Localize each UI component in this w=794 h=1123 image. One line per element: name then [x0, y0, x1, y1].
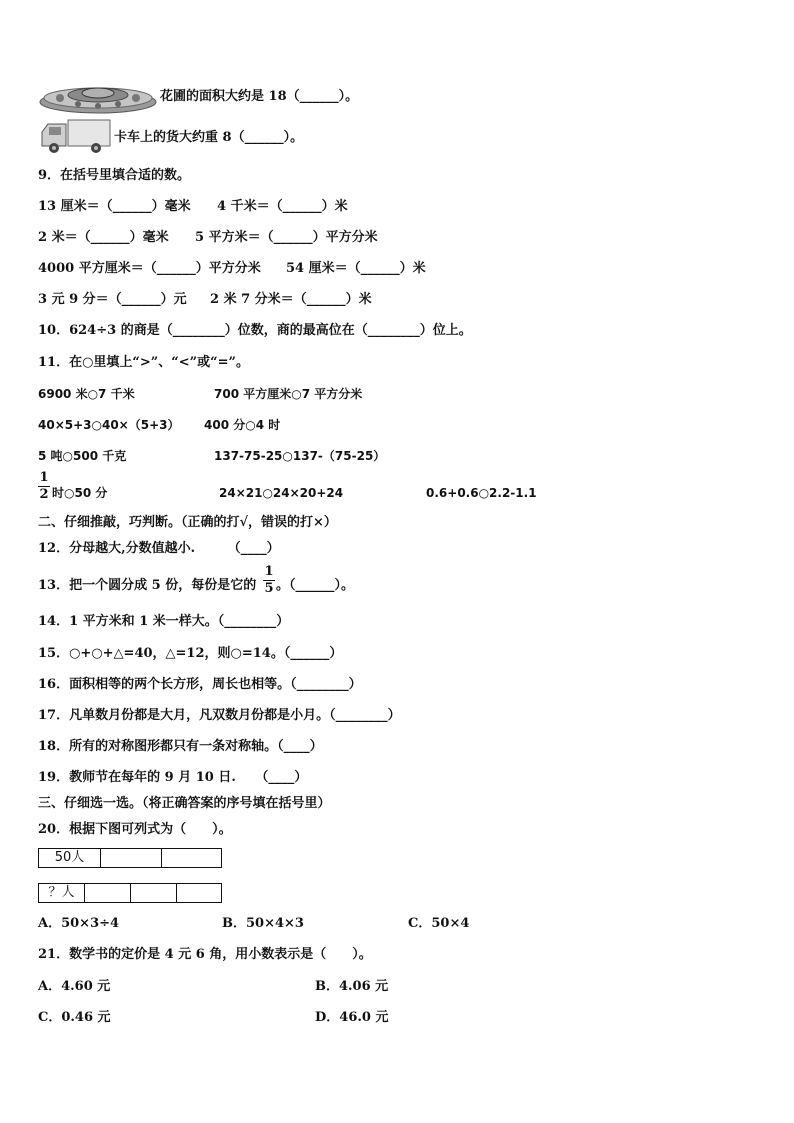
q11-r3a: 5 吨○500 千克 — [38, 449, 127, 463]
q14-text: 14．1 平方米和 1 米一样大。（________） — [38, 614, 290, 629]
q20-option-b: B．50×4×3 — [222, 916, 304, 931]
q16-text: 16．面积相等的两个长方形，周长也相等。（________） — [38, 677, 362, 692]
q17-text: 17．凡单数月份都是大月，凡双数月份都是小月。（________） — [38, 708, 401, 723]
q21-option-c: C．0.46 元 — [38, 1010, 111, 1025]
q21-option-b: B．4.06 元 — [315, 979, 389, 994]
q11-frac-num: 1 — [39, 470, 49, 485]
q20-bar-50 — [38, 848, 222, 868]
q10-text: 10．624÷3 的商是（________）位数，商的最高位在（________）位上。 — [38, 323, 472, 338]
garden-question: 花圃的面积大约是 18（______）。 — [160, 89, 359, 104]
q11-r3b: 137-75-25○137-（75-25） — [214, 449, 386, 463]
q20-option-a: A．50×3÷4 — [38, 916, 120, 931]
q13-frac-den: 5 — [264, 581, 274, 596]
q11-r4c: 0.6+0.6○2.2-1.1 — [426, 486, 537, 500]
q9-r2a: 2 米＝（______）毫米 — [38, 230, 169, 245]
q18-text: 18．所有的对称图形都只有一条对称轴。（____） — [38, 739, 323, 754]
section2-title: 二、仔细推敲，巧判断。（正确的打√，错误的打×） — [38, 515, 337, 530]
q11-r1a: 6900 米○7 千米 — [38, 387, 135, 401]
q20-bar-50-label: 50人 — [39, 849, 101, 867]
q11-r2a: 40×5+3○40×（5+3） — [38, 418, 180, 432]
q19-text: 19．教师节在每年的 9 月 10 日. （____） — [38, 770, 308, 785]
garden-image — [38, 80, 158, 114]
q12-text: 12．分母越大,分数值越小. （____） — [38, 541, 280, 556]
q11-r4b: 24×21○24×20+24 — [219, 486, 344, 500]
q11-frac-den: 2 — [39, 487, 49, 502]
q9-r4a: 3 元 9 分＝（______）元 — [38, 292, 187, 307]
q9-r3b: 54 厘米＝（______）米 — [286, 261, 426, 276]
q13-fraction — [263, 565, 275, 596]
q21-option-d: D．46.0 元 — [315, 1010, 389, 1025]
truck-image — [38, 116, 112, 158]
q15-text: 15．○+○+△=40，△=12，则○=14。（______） — [38, 646, 343, 661]
q13-text: 13．把一个圆分成 5 份，每份是它的 — [38, 578, 257, 593]
q13-frac-num: 1 — [264, 564, 274, 579]
q11-r1b: 700 平方厘米○7 平方分米 — [214, 387, 363, 401]
q9-r1b: 4 千米＝（______）米 — [217, 199, 348, 214]
q11-fraction — [38, 471, 50, 502]
section3-title: 三、仔细选一选。（将正确答案的序号填在括号里） — [38, 796, 331, 811]
q11-title: 11．在○里填上“>”、“<”或“=”。 — [38, 355, 249, 370]
q20-bar-unknown-label: ？人 — [39, 884, 85, 902]
q9-title: 9．在括号里填合适的数。 — [38, 168, 191, 183]
q20-text: 20．根据下图可列式为（ ）。 — [38, 822, 232, 837]
q9-r2b: 5 平方米＝（______）平方分米 — [195, 230, 378, 245]
q11-r4a: 时○50 分 — [52, 486, 108, 500]
q20-bar-unknown — [38, 883, 222, 903]
q11-r2b: 400 分○4 时 — [204, 418, 281, 432]
q21-text: 21．数学书的定价是 4 元 6 角，用小数表示是（ ）。 — [38, 947, 372, 962]
truck-question: 卡车上的货大约重 8（______）。 — [114, 130, 304, 145]
q9-r3a: 4000 平方厘米＝（______）平方分米 — [38, 261, 261, 276]
q13-answer: 。（______）。 — [276, 578, 355, 593]
q9-r1a: 13 厘米＝（______）毫米 — [38, 199, 191, 214]
q20-option-c: C．50×4 — [408, 916, 470, 931]
q9-r4b: 2 米 7 分米＝（______）米 — [210, 292, 372, 307]
q21-option-a: A．4.60 元 — [38, 979, 111, 994]
